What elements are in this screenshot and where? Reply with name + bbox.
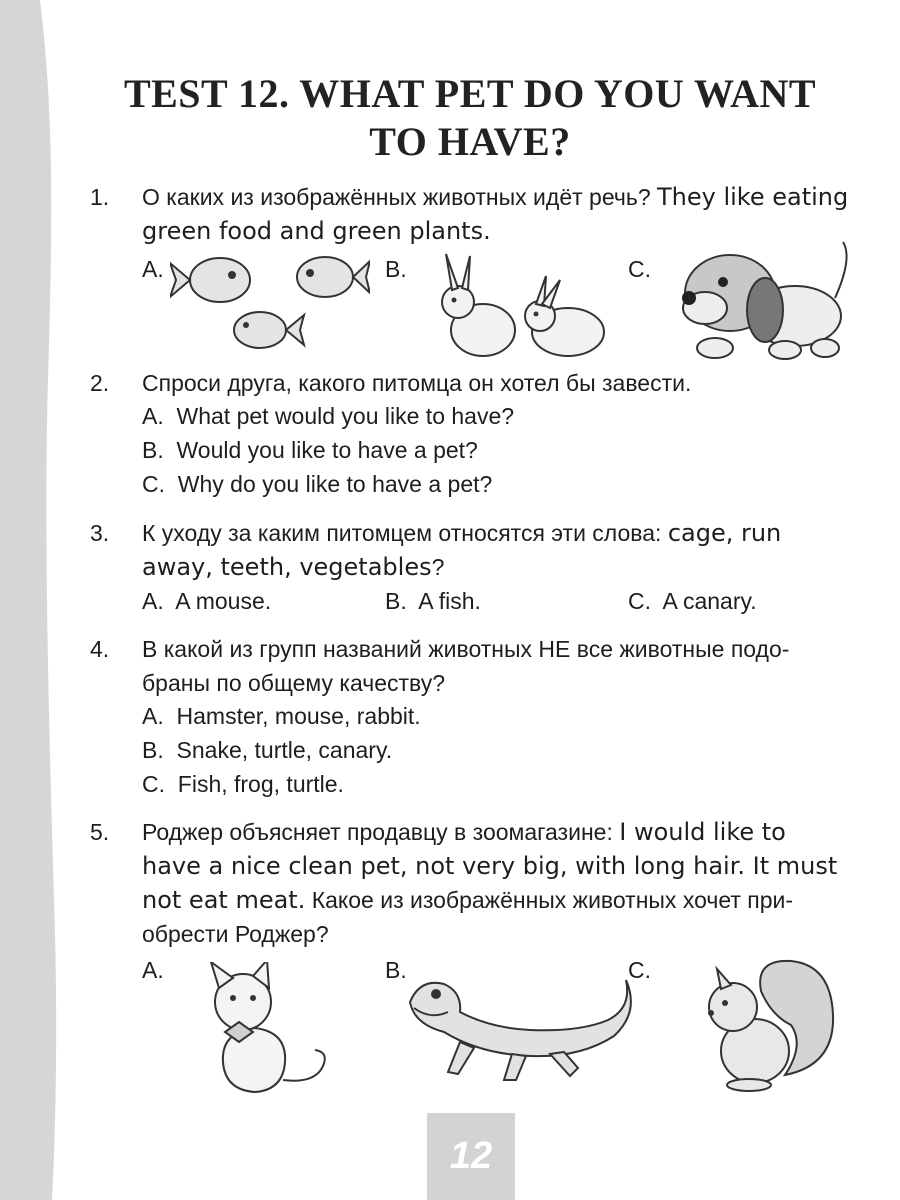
option-text: A canary. xyxy=(662,588,757,614)
question-text xyxy=(142,632,862,700)
option-c-label[interactable]: C. xyxy=(628,256,651,282)
kitten-illustration[interactable] xyxy=(195,962,335,1097)
question-number: 4. xyxy=(90,636,110,662)
page-title-line-1: TEST 12. WHAT PET DO YOU WANT xyxy=(123,71,817,116)
question-mark: ? xyxy=(431,554,445,580)
option-a[interactable] xyxy=(142,399,514,433)
option-a-label[interactable]: A. xyxy=(142,957,164,983)
option-letter: B. xyxy=(142,737,164,763)
option-c-label[interactable]: C. xyxy=(628,957,651,983)
question-text-en: They like eating green food and green plants. xyxy=(142,183,849,245)
option-text: Fish, frog, turtle. xyxy=(177,771,344,797)
option-letter: C. xyxy=(142,771,165,797)
question-text-en-3: not eat meat. xyxy=(142,886,306,914)
option-a[interactable] xyxy=(142,699,421,733)
rabbits-illustration[interactable] xyxy=(428,250,618,362)
question-number: 1. xyxy=(90,184,110,210)
question-line-1: В какой из групп названий животных НЕ все животные подо- xyxy=(142,636,790,662)
option-c[interactable] xyxy=(628,584,757,618)
option-b[interactable] xyxy=(142,433,478,467)
page-title-line-2: TO HAVE? xyxy=(369,119,571,164)
option-letter: A. xyxy=(142,703,164,729)
question-text-en-1: I would like to xyxy=(619,818,786,846)
question-text-en-2: have a nice clean pet, not very big, with long hair. It must xyxy=(142,852,838,880)
page-edge-shadow xyxy=(0,0,64,1200)
option-b-label[interactable]: B. xyxy=(385,957,407,983)
question-number: 5. xyxy=(90,819,110,845)
option-b[interactable] xyxy=(142,733,392,767)
option-c[interactable] xyxy=(142,767,344,801)
option-letter: C. xyxy=(628,588,651,614)
question-line-2: браны по общему качеству? xyxy=(142,670,446,696)
option-b-label[interactable]: B. xyxy=(385,256,407,282)
fish-illustration[interactable] xyxy=(170,245,370,360)
option-letter: B. xyxy=(142,437,164,463)
option-letter: A. xyxy=(142,588,164,614)
question-text: Спроси друга, какого питомца он хотел бы завести. xyxy=(142,370,692,396)
question-text-en-1: cage, run xyxy=(667,519,782,547)
option-a[interactable] xyxy=(142,584,271,618)
question-text-en-2: away, teeth, vegetables xyxy=(142,553,432,581)
option-a-label[interactable]: A. xyxy=(142,256,164,282)
question-number: 3. xyxy=(90,520,110,546)
question-text-ru-3: обрести Роджер? xyxy=(142,921,329,947)
option-letter: B. xyxy=(385,588,407,614)
option-letter: A. xyxy=(142,403,164,429)
page-number-box xyxy=(427,1113,515,1200)
option-text: A mouse. xyxy=(175,588,272,614)
option-text: Snake, turtle, canary. xyxy=(176,737,393,763)
lizard-illustration[interactable] xyxy=(400,972,640,1084)
option-text: A fish. xyxy=(418,588,481,614)
question-text xyxy=(142,815,862,951)
question-text-ru: К уходу за каким питомцем относятся эти слова: xyxy=(142,520,662,546)
puppy-illustration[interactable] xyxy=(675,238,860,366)
question-number: 2. xyxy=(90,370,110,396)
option-text: Would you like to have a pet? xyxy=(176,437,478,463)
option-letter: C. xyxy=(142,471,165,497)
question-text-ru: О каких из изображённых животных идёт речь? xyxy=(142,184,651,210)
question-text-ru-2: Какое из изображённых животных хочет при- xyxy=(311,887,794,913)
squirrel-illustration[interactable] xyxy=(695,955,840,1093)
option-text: What pet would you like to have? xyxy=(176,403,515,429)
option-text: Why do you like to have a pet? xyxy=(177,471,493,497)
option-c[interactable] xyxy=(142,467,492,501)
question-text-ru-1: Роджер объясняет продавцу в зоомагазине: xyxy=(142,819,613,845)
option-b[interactable] xyxy=(385,584,481,618)
question-text xyxy=(142,516,862,584)
option-text: Hamster, mouse, rabbit. xyxy=(176,703,421,729)
page-number: 12 xyxy=(449,1135,493,1177)
